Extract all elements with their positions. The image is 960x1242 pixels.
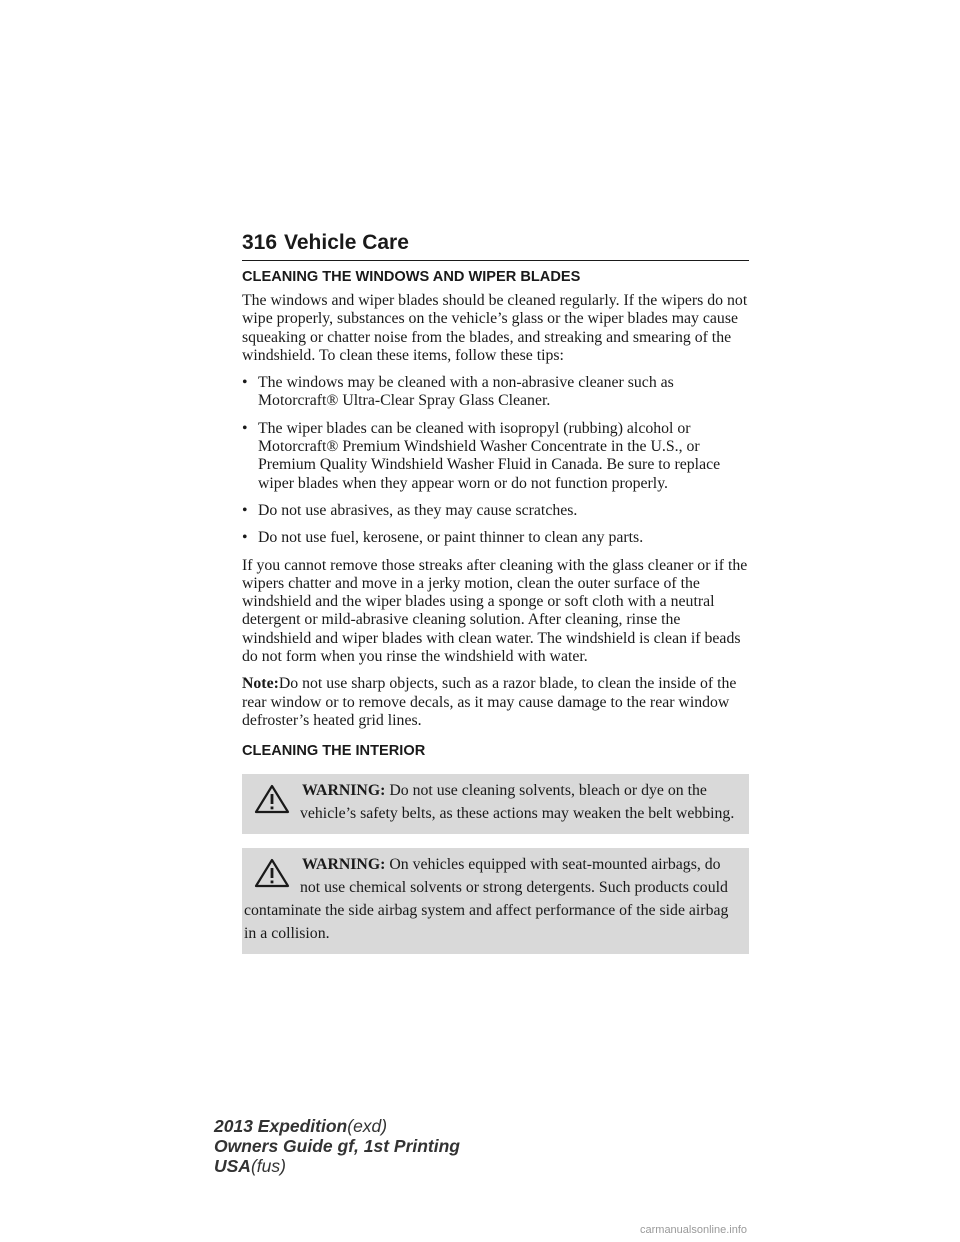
footer-market-code: (fus) [250,1156,286,1176]
list-item-text: The wiper blades can be cleaned with isopropyl (rubbing) alcohol or Motorcraft® Premium Windshield Washer Concentrate in the U.S., or Premium Quality Windshield Washer Fluid in Canada. Be sure to replace wiper blades when they appear worn or do not function properly. [258,419,721,492]
list-item [242,529,749,547]
warning-text: On vehicles equipped with seat-mounted airbags, do not use chemical solvents or strong detergents. Such products could contaminate the side airbag system and affect performance of the side airbag in a collision. [244,856,729,943]
list-item-text: Do not use fuel, kerosene, or paint thinner to clean any parts. [258,529,644,547]
page-number: 316 [242,231,278,254]
bullet-icon: • [242,374,248,392]
list-item [242,502,749,520]
intro-paragraph: The windows and wiper blades should be cleaned regularly. If the wipers do not wipe properly, substances on the vehicle’s glass or the wiper blades may cause squeaking or chatter noise from the blades, and streaking and smearing of the windshield. To clean these items, follow these tips: [242,292,748,364]
bullet-icon: • [242,501,248,519]
bullet-icon: • [242,419,248,437]
warning-box [242,848,749,954]
list-item-text: The windows may be cleaned with a non-abrasive cleaner such as Motorcraft® Ultra-Clear Spray Glass Cleaner. [258,374,674,410]
list-item-text: Do not use abrasives, as they may cause scratches. [258,501,578,519]
heading-cleaning-interior: CLEANING THE INTERIOR [242,743,426,760]
tips-list [242,374,749,547]
print-footer [214,1116,460,1176]
note-label: Note: [242,675,279,693]
footer-printing: Owners Guide gf, 1st Printing [214,1136,460,1156]
footer-line [214,1116,460,1136]
section-title: Vehicle Care [284,231,409,254]
warning-label: WARNING: [302,856,386,874]
streaks-paragraph: If you cannot remove those streaks after cleaning with the glass cleaner or if the wipers chatter and move in a jerky motion, clean the outer surface of the windshield and the wiper blades using a sponge or soft cloth with a neutral detergent or mild-abrasive cleaning solution. After cleaning, rinse the windshield and wiper blades with clean water. The windshield is clean if beads do not form when you rinse the windshield with water. [242,556,748,666]
list-item [242,420,749,493]
warning-text: Do not use cleaning solvents, bleach or dye on the vehicle’s safety belts, as these actions may weaken the belt webbing. [300,782,735,823]
note-paragraph [242,675,749,730]
footer-line [214,1156,460,1176]
heading-cleaning-windows: CLEANING THE WINDOWS AND WIPER BLADES [242,269,581,285]
footer-model-code: (exd) [347,1116,388,1136]
watermark-text: carmanualsonline.info [640,1224,748,1236]
warning-label: WARNING: [302,782,386,800]
page-content [242,268,749,968]
warning-triangle-icon [254,858,290,888]
warning-triangle-icon [254,784,290,814]
warning-box [242,774,749,834]
bullet-icon: • [242,529,248,547]
note-text: Do not use sharp objects, such as a razor blade, to clean the inside of the rear window or to remove decals, as it may cause damage to the rear window defroster’s heated grid lines. [242,675,737,729]
footer-market: USA [214,1156,251,1176]
footer-model: 2013 Expedition [214,1116,348,1136]
page-header [242,228,749,261]
list-item [242,374,749,411]
